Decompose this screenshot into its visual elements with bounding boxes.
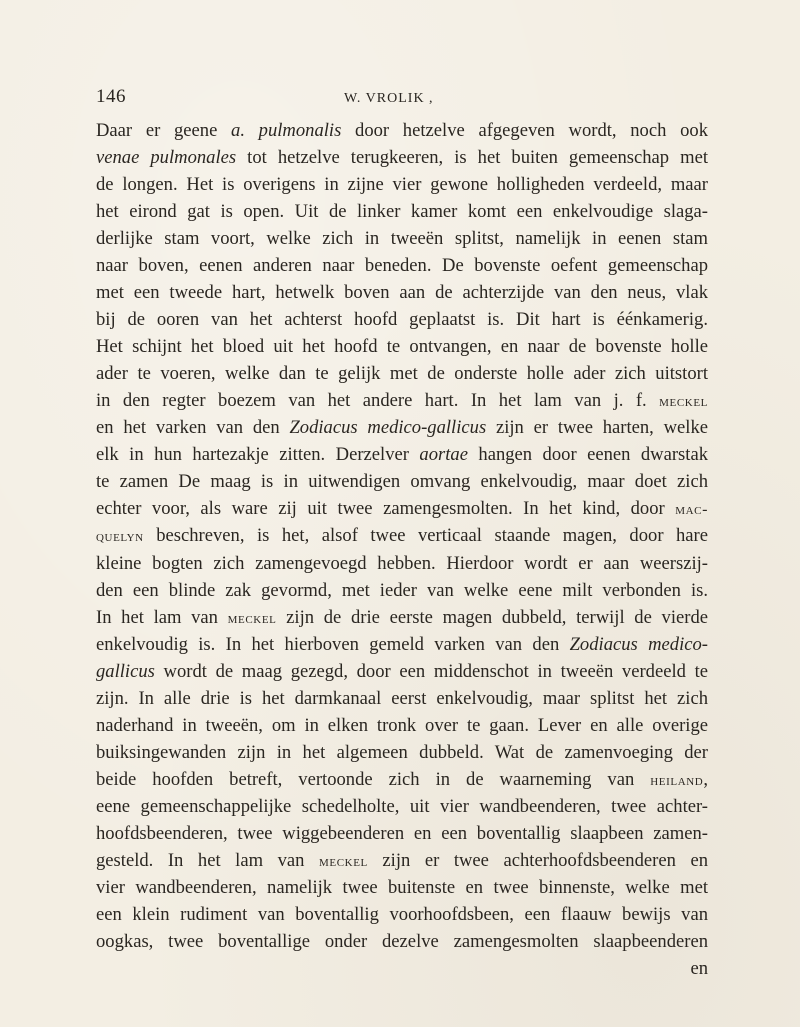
- text-line: [96, 793, 708, 820]
- text-line: [96, 631, 708, 658]
- text-line: [96, 171, 708, 198]
- text-segment: wordt de maag gezegd, door een middenschot in tweeën verdeeld te: [154, 660, 708, 682]
- italic-term: a. pulmonalis: [231, 120, 342, 141]
- text-segment: in den regter boezem van het andere hart. In het lam van j. f.: [96, 390, 660, 412]
- text-segment: tot hetzelve terugkeeren, is het buiten gemeenschap met: [236, 147, 708, 169]
- text-segment: zijn er twee achterhoofdsbeenderen en: [367, 849, 708, 871]
- text-segment: eene gemeenschappelijke schedelholte, uit vier wandbeenderen, twee achter-: [96, 795, 708, 817]
- text-line: [96, 739, 708, 766]
- text-line: [96, 955, 708, 982]
- text-line: [96, 847, 708, 874]
- text-segment: met een tweede hart, hetwelk boven aan de achterzijde van den neus, vlak: [96, 282, 708, 304]
- text-line: [96, 522, 708, 549]
- running-head: W. VROLIK ,: [344, 91, 434, 106]
- text-line: [96, 144, 708, 171]
- author-name: heiland: [650, 771, 704, 789]
- text-line: [96, 468, 708, 495]
- text-segment: enkelvoudig is. In het hierboven gemeld varken van den: [96, 633, 570, 655]
- text-line: [96, 928, 708, 955]
- text-line: [96, 252, 708, 279]
- text-segment: den een blinde zak gevormd, met ieder van welke eene milt verbonden is.: [96, 579, 708, 601]
- author-name: meckel: [227, 609, 277, 627]
- text-segment: naderhand in tweeën, om in elken tronk over te gaan. Lever en alle overige: [96, 714, 708, 736]
- author-name: meckel: [319, 852, 368, 870]
- text-line: [96, 117, 708, 144]
- text-line: [96, 766, 708, 793]
- text-segment: naar boven, eenen anderen naar beneden. De bovenste oefent gemeenschap: [96, 255, 708, 277]
- italic-term: venae pulmonales: [96, 147, 237, 169]
- text-line: [96, 495, 708, 522]
- text-line: [96, 333, 708, 360]
- text-segment: Daar er geene: [96, 120, 232, 141]
- text-line: [96, 387, 708, 414]
- text-line: [96, 712, 708, 739]
- text-line: [96, 198, 708, 225]
- text-segment: echter voor, als ware zij uit twee zamengesmolten. In het kind, door: [96, 498, 676, 520]
- text-line: [96, 685, 708, 712]
- text-line: [96, 441, 708, 468]
- text-line: [96, 658, 708, 685]
- text-segment: bij de ooren van het achterst hoofd geplaatst is. Dit hart is éénkamerig.: [96, 309, 708, 331]
- text-segment: beschreven, is het, alsof twee verticaal staande magen, door hare: [143, 525, 708, 547]
- text-segment: het eirond gat is open. Uit de linker kamer komt een enkelvoudige slaga-: [96, 201, 708, 223]
- text-segment: buiksingewanden zijn in het algemeen dubbeld. Wat de zamenvoeging der: [96, 741, 708, 763]
- text-segment: hoofdsbeenderen, twee wiggebeenderen en een boventallig slaapbeen zamen-: [96, 822, 708, 844]
- italic-term: aortae: [419, 444, 468, 466]
- text-line: [96, 550, 708, 577]
- text-segment: zijn er twee harten, welke: [486, 417, 709, 439]
- text-segment: vier wandbeenderen, namelijk twee buitenste en twee binnenste, welke met: [96, 876, 708, 898]
- page-number: 146: [96, 86, 126, 107]
- text-line: [96, 414, 708, 441]
- text-segment: gesteld. In het lam van: [96, 849, 320, 871]
- text-line: [96, 874, 708, 901]
- text-segment: hangen door eenen dwarstak: [467, 444, 709, 466]
- author-name: quelyn: [96, 528, 144, 546]
- text-segment: derlijke stam voort, welke zich in tweeën splitst, namelijk in eenen stam: [96, 228, 708, 250]
- text-segment: zijn. In alle drie is het darmkanaal eerst enkelvoudig, maar splitst het zich: [96, 687, 708, 709]
- text-segment: In het lam van: [96, 606, 228, 628]
- italic-term: gallicus: [96, 660, 155, 682]
- text-line: [96, 577, 708, 604]
- text-line: [96, 604, 708, 631]
- text-segment: en: [690, 957, 708, 979]
- text-segment: oogkas, twee boventallige onder dezelve zamengesmolten slaapbeenderen: [96, 930, 708, 952]
- text-segment: en het varken van den: [96, 417, 290, 439]
- text-line: [96, 820, 708, 847]
- text-segment: zijn de drie eerste magen dubbeld, terwijl de vierde: [276, 606, 708, 628]
- author-name: meckel: [659, 393, 708, 411]
- author-name: mac-: [675, 501, 708, 519]
- text-segment: kleine bogten zich zamengevoegd hebben. Hierdoor wordt er aan weerszij-: [96, 552, 708, 574]
- italic-term: Zodiacus medico-gallicus: [289, 417, 487, 439]
- text-line: [96, 901, 708, 928]
- text-segment: beide hoofden betreft, vertoonde zich in de waarneming van: [96, 768, 651, 790]
- text-line: [96, 225, 708, 252]
- text-line: [96, 279, 708, 306]
- text-line: [96, 306, 708, 333]
- italic-term: Zodiacus medico-: [569, 633, 709, 655]
- text-segment: de longen. Het is overigens in zijne vier gewone holligheden verdeeld, maar: [96, 174, 708, 196]
- text-segment: een klein rudiment van boventallig voorhoofdsbeen, een flaauw bewijs van: [96, 903, 708, 925]
- text-segment: Het schijnt het bloed uit het hoofd te ontvangen, en naar de bovenste holle: [96, 336, 708, 358]
- text-segment: ,: [703, 768, 708, 790]
- body-text: [96, 117, 708, 982]
- text-line: [96, 360, 708, 387]
- text-segment: door hetzelve afgegeven wordt, noch ook: [341, 120, 708, 141]
- text-segment: elk in hun hartezakje zitten. Derzelver: [96, 444, 420, 466]
- text-segment: te zamen De maag is in uitwendigen omvang enkelvoudig, maar doet zich: [96, 471, 708, 493]
- text-segment: ader te voeren, welke dan te gelijk met de onderste holle ader zich uitstort: [96, 363, 708, 385]
